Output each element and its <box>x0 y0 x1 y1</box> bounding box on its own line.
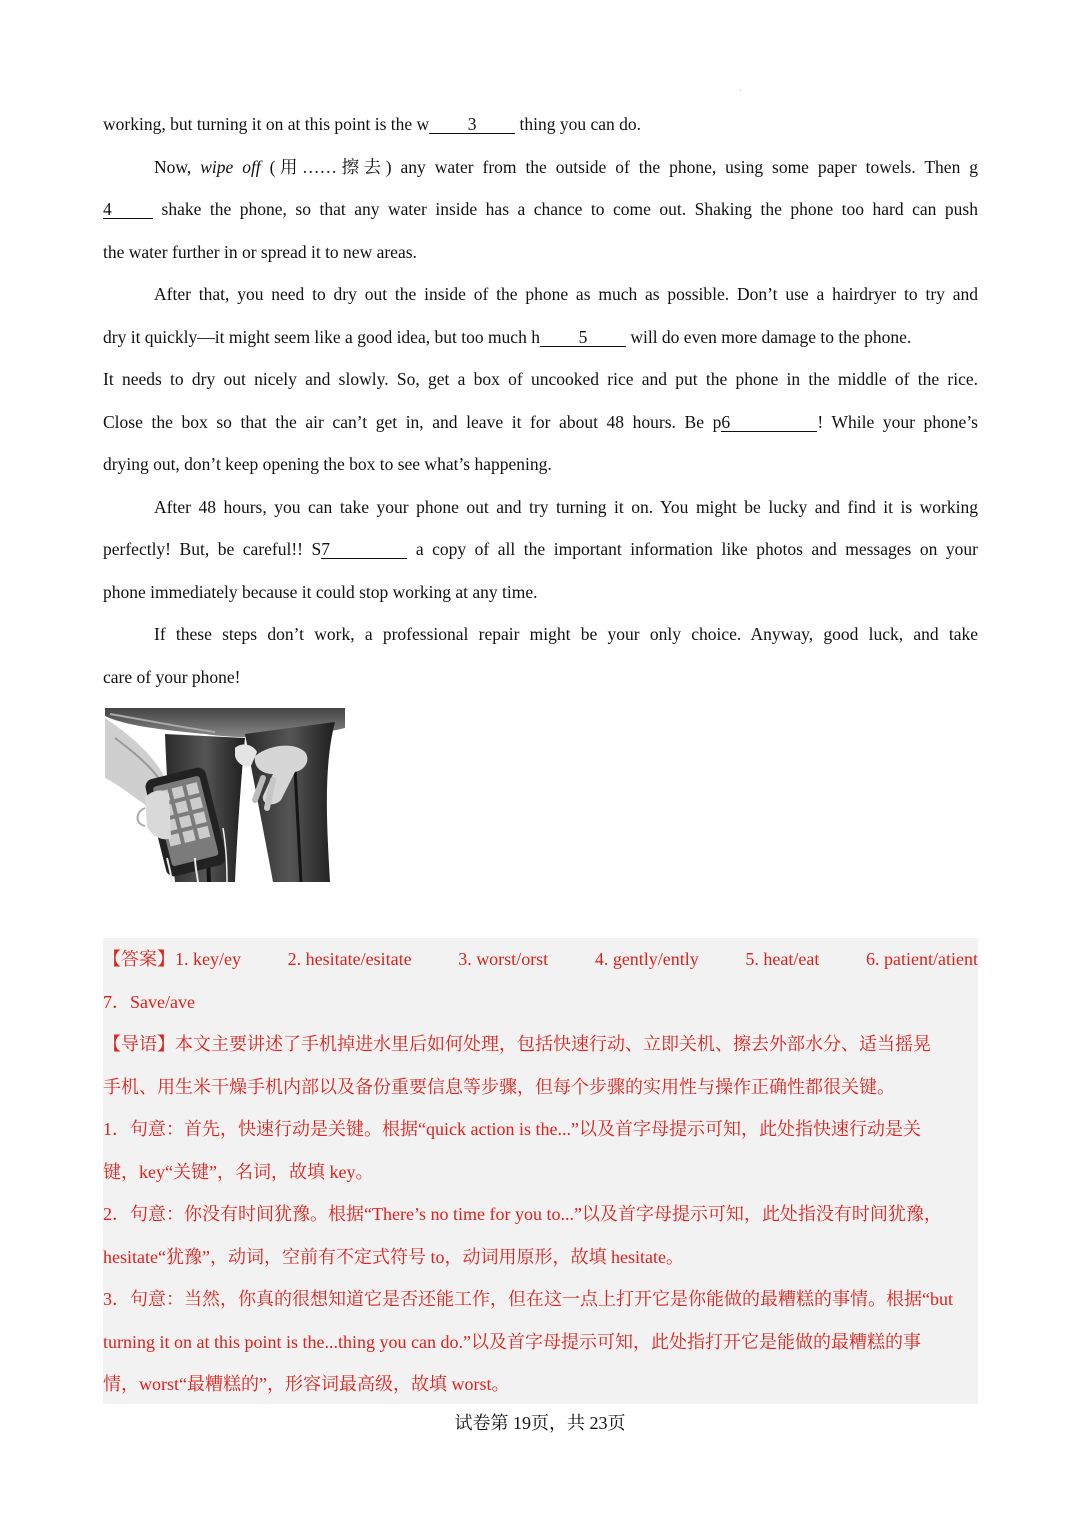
guide-line: 【导语】本文主要讲述了手机掉进水里后如何处理，包括快速行动、立即关机、擦去外部水分、适当摇晃 <box>103 1034 931 1054</box>
explanation-line: hesitate“犹豫”，动词，空前有不定式符号 to，动词用原形，故填 hesitate。 <box>103 1246 684 1267</box>
answer-item: 6. patient/atient <box>866 949 978 969</box>
wet-phone-illustration <box>105 708 345 882</box>
guide-line: 手机、用生米干燥手机内部以及备份重要信息等步骤，但每个步骤的实用性与操作正确性都很关键。 <box>103 1076 895 1097</box>
blank-6[interactable]: 6 <box>721 413 817 432</box>
passage-line: It needs to dry out nicely and slowly. So, get a box of uncooked rice and put the phone in the middle of the rice. <box>103 369 978 389</box>
passage-line: dry it quickly—it might seem like a good idea, but too much h 5 will do even more damage to the phone. <box>103 326 912 347</box>
answer-item: 7．Save/ave <box>103 991 195 1012</box>
explanation-line: turning it on at this point is the...thing you can do.”以及首字母提示可知，此处指打开它是能做的最糟糕的事 <box>103 1331 921 1352</box>
answer-item: 5. heat/eat <box>745 949 820 969</box>
scan-speck <box>740 90 741 91</box>
passage-line: 4 shake the phone, so that any water inside has a chance to come out. Shaking the phone too hard can push <box>103 199 978 219</box>
passage-line: Close the box so that the air can’t get in, and leave it for about 48 hours. Be p6 ! While your phone’s <box>103 411 978 432</box>
passage-line: working, but turning it on at this point is the w 3 thing you can do. <box>103 114 642 134</box>
explanation-line: 键，key“关键”，名词，故填 key。 <box>103 1161 374 1182</box>
passage-line: phone immediately because it could stop working at any time. <box>103 581 538 602</box>
wet-phone-photo <box>105 708 345 882</box>
explanation-line: 1．句意：首先，快速行动是关键。根据“quick action is the...”以及首字母提示可知，此处指快速行动是关 <box>103 1119 921 1139</box>
answer-item: 1. key/ey <box>175 949 241 969</box>
answer-label: 【答案】 <box>103 949 175 969</box>
passage-line: After that, you need to dry out the inside of the phone as much as possible. Don’t use a hairdryer to try and <box>154 284 978 304</box>
passage-line: drying out, don’t keep opening the box to see what’s happening. <box>103 454 552 474</box>
answer-item: 4. gently/ently <box>594 949 699 969</box>
blank-7[interactable]: 7 <box>321 540 407 559</box>
blank-4[interactable]: 4 <box>103 200 153 219</box>
answer-item: 3. worst/orst <box>458 949 549 969</box>
guide-label: 【导语】 <box>103 1034 175 1054</box>
passage-line: After 48 hours, you can take your phone out and try turning it on. You might be lucky and find it is working <box>154 496 978 517</box>
blank-3[interactable]: 3 <box>429 115 515 134</box>
page-footer: 试卷第 19页，共 23页 <box>454 1413 626 1433</box>
reading-passage <box>103 103 978 698</box>
explanation-line: 情，worst“最糟糕的”，形容词最高级，故填 worst。 <box>103 1374 510 1394</box>
answer-item: 2. hesitate/esitate <box>287 949 412 969</box>
answer-section <box>103 938 978 1404</box>
passage-line: Now, wipe off (用……擦去) any water from the outside of the phone, using some paper towels. Then g <box>154 156 978 177</box>
explanation-line: 2．句意：你没有时间犹豫。根据“There’s no time for you to...”以及首字母提示可知，此处指没有时间犹豫， <box>103 1204 942 1224</box>
passage-line: If these steps don’t work, a professional repair might be your only choice. Anyway, good luck, and take <box>154 624 978 644</box>
blank-5[interactable]: 5 <box>540 328 626 347</box>
passage-line: perfectly! But, be careful!! S7 a copy of all the important information like photos and messages on your <box>103 539 978 559</box>
explanation-line: 3．句意：当然，你真的很想知道它是否还能工作，但在这一点上打开它是你能做的最糟糕的事情。根据“but <box>103 1289 953 1309</box>
answer-row <box>103 938 978 981</box>
passage-line: the water further in or spread it to new areas. <box>103 241 417 262</box>
passage-line: care of your phone! <box>103 666 241 687</box>
